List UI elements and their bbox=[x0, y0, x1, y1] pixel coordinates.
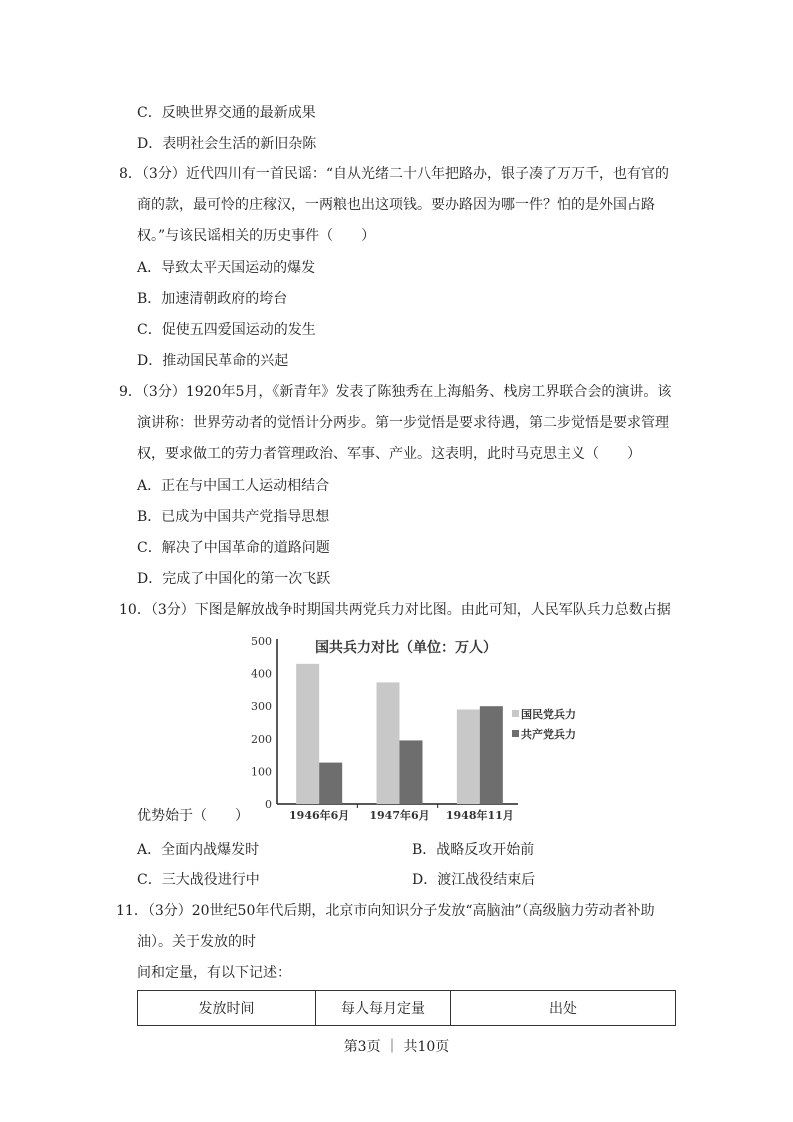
y-tick-label: 400 bbox=[251, 667, 272, 681]
y-tick-label: 300 bbox=[251, 700, 272, 714]
bar-cpc bbox=[480, 706, 503, 804]
y-tick-label: 100 bbox=[251, 765, 272, 779]
q9-option-c: C．解决了中国革命的道路问题 bbox=[137, 540, 330, 556]
force-comparison-chart bbox=[251, 630, 576, 830]
chart-title: 国共兵力对比（单位：万人） bbox=[315, 640, 497, 656]
q10-stem-line: 优势始于（ ） bbox=[137, 808, 249, 824]
q8-stem-line: 商的款，最可怜的庄稼汉，一两粮也出这项钱。要办路因为哪一件？怕的是外国占路 bbox=[137, 197, 655, 213]
legend-swatch bbox=[512, 730, 519, 737]
bar-kmt bbox=[296, 664, 319, 804]
bar-cpc bbox=[319, 763, 342, 804]
q11-stem-line: 11．（3分）20世纪50年代后期，北京市向知识分子发放“高脑油”（高级脑力劳动者补助 bbox=[116, 903, 655, 919]
y-tick-label: 500 bbox=[251, 635, 272, 648]
q10-option-a: A．全面内战爆发时 bbox=[137, 842, 260, 858]
q9-option-b: B．已成为中国共产党指导思想 bbox=[137, 509, 330, 525]
bar-kmt bbox=[457, 709, 480, 804]
q7-option-d: D．表明社会生活的新旧杂陈 bbox=[137, 136, 317, 152]
x-tick-label: 1946年6月 bbox=[289, 809, 350, 822]
y-tick-label: 200 bbox=[251, 732, 272, 746]
bar-kmt bbox=[377, 682, 400, 804]
table-header-cell: 每人每月定量 bbox=[316, 991, 451, 1026]
q8-option-b: B．加速清朝政府的垮台 bbox=[137, 291, 288, 307]
q7-option-c: C．反映世界交通的最新成果 bbox=[137, 105, 316, 121]
q11-table bbox=[137, 990, 676, 1026]
page-footer: 第3页 ｜ 共10页 bbox=[343, 1039, 450, 1055]
q10-stem-line: 10．（3分）下图是解放战争时期国共两党兵力对比图。由此可知，人民军队兵力总数占据 bbox=[119, 602, 671, 618]
legend-swatch bbox=[512, 710, 519, 717]
q8-option-c: C．促使五四爱国运动的发生 bbox=[137, 322, 316, 338]
q8-option-a: A．导致太平天国运动的爆发 bbox=[137, 260, 316, 276]
y-tick-label: 0 bbox=[265, 798, 272, 811]
q10-option-c: C．三大战役进行中 bbox=[137, 872, 260, 888]
q9-option-a: A．正在与中国工人运动相结合 bbox=[137, 478, 330, 494]
bar-cpc bbox=[400, 740, 423, 804]
q9-stem-line: 9．（3分）1920年5月，《新青年》发表了陈独秀在上海船务、栈房工界联合会的演讲。该 bbox=[119, 384, 672, 400]
x-tick-label: 1948年11月 bbox=[445, 809, 514, 822]
table-header-cell: 出处 bbox=[451, 991, 676, 1026]
legend-label: 国民党兵力 bbox=[521, 708, 576, 721]
legend-label: 共产党兵力 bbox=[521, 728, 576, 741]
q9-stem-line: 权，要求做工的劳力者管理政治、军事、产业。这表明，此时马克思主义（ ） bbox=[137, 446, 641, 462]
q8-stem-line: 权。”与该民谣相关的历史事件（ ） bbox=[137, 228, 376, 244]
q10-option-b: B．战略反攻开始前 bbox=[412, 842, 535, 858]
q8-stem-line: 8．（3分）近代四川有一首民谣：“自从光绪二十八年把路办，银子凑了万万千，也有官的 bbox=[119, 166, 669, 182]
q9-stem-line: 演讲称：世界劳动者的觉悟计分两步。第一步觉悟是要求待遇，第二步觉悟是要求管理 bbox=[137, 415, 669, 431]
x-tick-label: 1947年6月 bbox=[369, 809, 430, 822]
q8-option-d: D．推动国民革命的兴起 bbox=[137, 353, 289, 369]
q9-option-d: D．完成了中国化的第一次飞跃 bbox=[137, 571, 331, 587]
table-header-cell: 发放时间 bbox=[138, 991, 316, 1026]
q11-stem-line: 间和定量，有以下记述： bbox=[137, 965, 291, 981]
table-header-row bbox=[138, 991, 676, 1026]
q10-option-d: D．渡江战役结束后 bbox=[412, 872, 536, 888]
q11-stem-line: 油）。关于发放的时 bbox=[137, 934, 256, 950]
